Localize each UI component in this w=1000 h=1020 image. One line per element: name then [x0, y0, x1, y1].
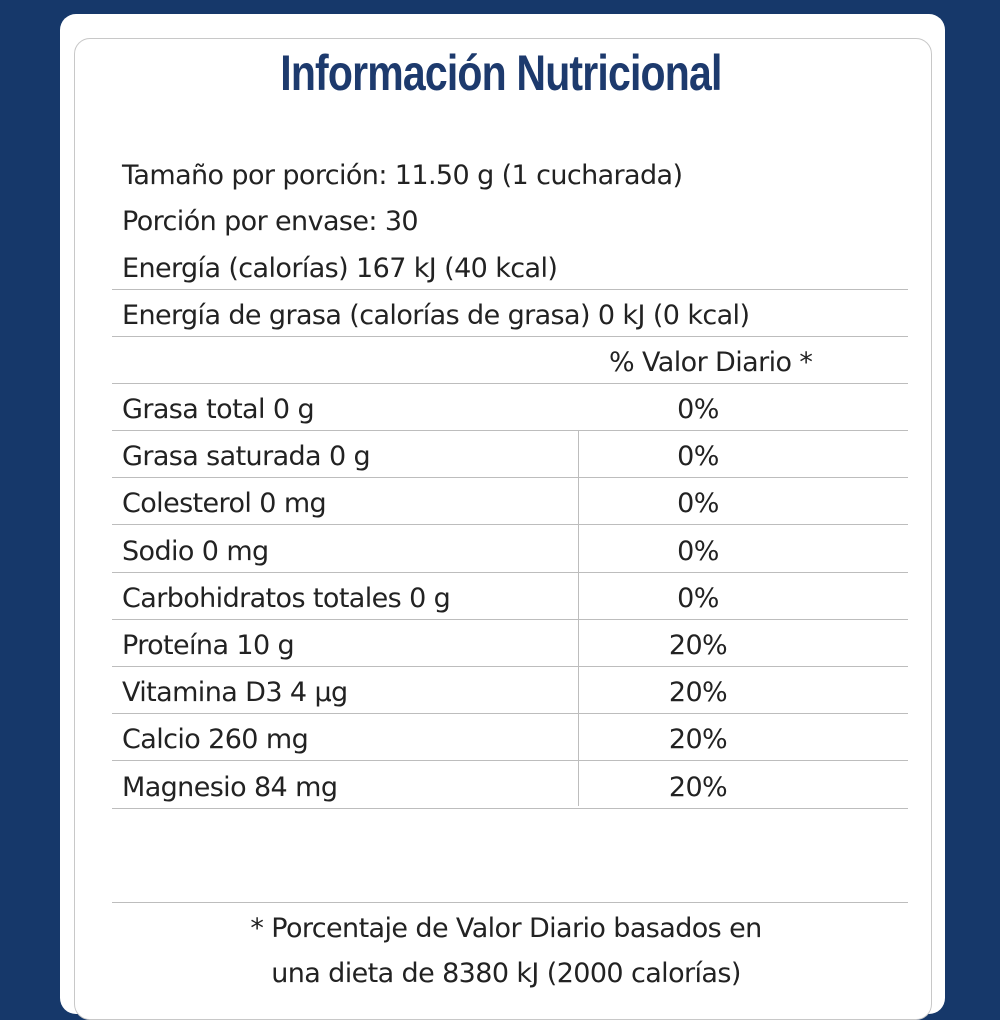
- nutrient-daily-value: 20%: [668, 630, 728, 661]
- row-divider: [112, 666, 908, 667]
- footnote-line-2: una dieta de 8380 kJ (2000 calorías): [271, 958, 741, 989]
- nutrient-daily-value: 20%: [668, 724, 728, 756]
- divider: [112, 289, 908, 290]
- nutrient-daily-value: 0%: [677, 488, 719, 520]
- nutrient-name: Calcio 260 mg: [122, 724, 309, 756]
- nutrient-daily-value: 20%: [668, 677, 728, 709]
- nutrient-name: Colesterol 0 mg: [122, 488, 327, 520]
- nutrient-name: Grasa saturada 0 g: [122, 441, 371, 473]
- nutrient-daily-value: 0%: [677, 441, 719, 473]
- nutrient-name: Magnesio 84 mg: [122, 771, 338, 803]
- divider: [112, 336, 908, 337]
- nutrient-name: Sodio 0 mg: [122, 535, 269, 567]
- daily-value-header: % Valor Diario *: [609, 347, 813, 378]
- energy: Energía (calorías) 167 kJ (40 kcal): [122, 253, 558, 284]
- row-divider: [112, 760, 908, 761]
- row-divider: [112, 572, 908, 573]
- label-title: Información Nutricional: [280, 45, 722, 101]
- nutrient-name: Proteína 10 g: [122, 630, 295, 661]
- divider: [112, 383, 908, 384]
- row-divider: [112, 808, 908, 809]
- row-divider: [112, 713, 908, 714]
- nutrient-name: Grasa total 0 g: [122, 394, 314, 425]
- row-divider: [112, 524, 908, 525]
- divider: [112, 902, 908, 903]
- nutrient-name: Vitamina D3 4 µg: [122, 677, 348, 709]
- nutrient-daily-value: 0%: [677, 535, 719, 567]
- nutrient-daily-value: 20%: [668, 771, 728, 803]
- nutrient-daily-value: 0%: [677, 582, 719, 614]
- serving-size: Tamaño por porción: 11.50 g (1 cucharada): [122, 160, 683, 191]
- fat-energy: Energía de grasa (calorías de grasa) 0 kJ (0 kcal): [122, 300, 750, 331]
- nutrient-name: Carbohidratos totales 0 g: [122, 582, 451, 614]
- row-divider: [112, 619, 908, 620]
- servings-per-container: Porción por envase: 30: [122, 206, 419, 237]
- row-divider: [112, 430, 908, 431]
- footnote-line-1: * Porcentaje de Valor Diario basados en: [250, 913, 762, 944]
- nutrient-daily-value: 0%: [677, 394, 719, 425]
- row-divider: [112, 477, 908, 478]
